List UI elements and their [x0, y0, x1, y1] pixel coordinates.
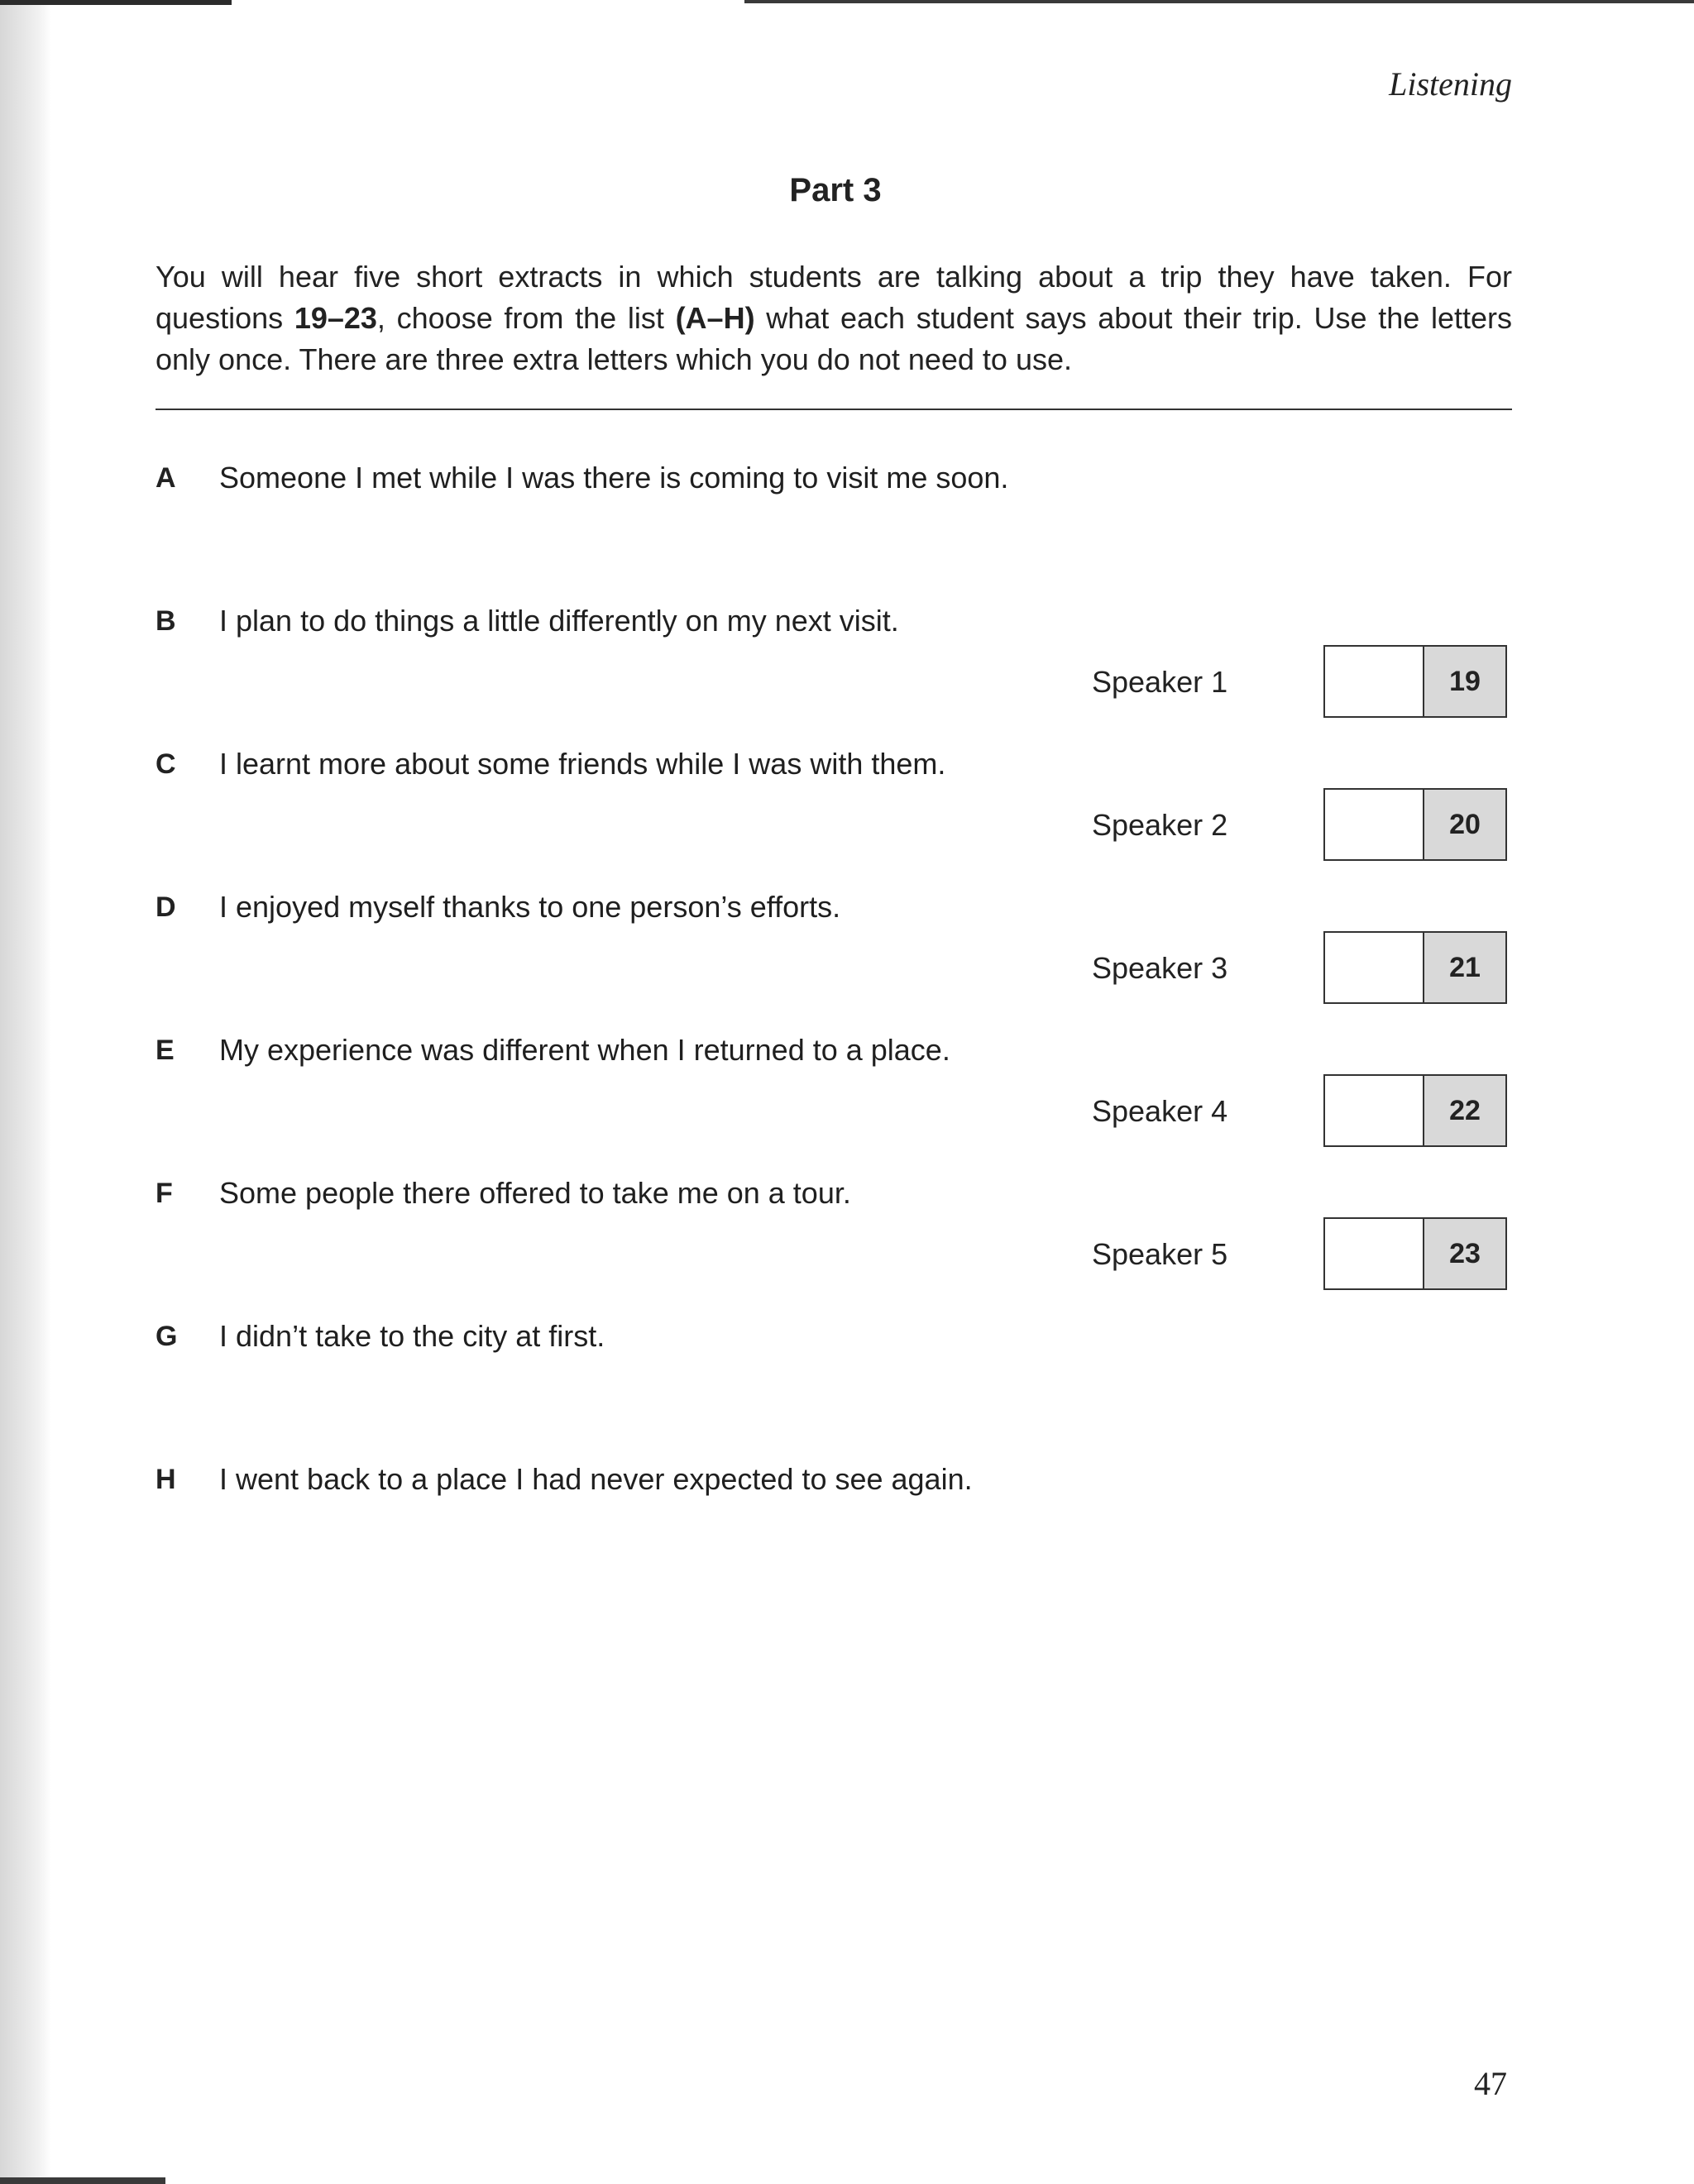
option-text: I learnt more about some friends while I was with them. [219, 747, 946, 781]
page-number: 47 [1474, 2065, 1507, 2102]
option-list [156, 453, 1065, 1598]
option-b [156, 596, 1065, 739]
speaker-row-4 [1092, 1074, 1514, 1217]
option-g [156, 1312, 1065, 1455]
speaker-label: Speaker 4 [1092, 1094, 1228, 1128]
running-head: Listening [1389, 65, 1512, 103]
question-number: 21 [1424, 933, 1505, 1002]
speaker-row-3 [1092, 931, 1514, 1074]
option-text: I enjoyed myself thanks to one person’s efforts. [219, 890, 841, 924]
option-letter: A [156, 462, 176, 494]
speaker-label: Speaker 3 [1092, 951, 1228, 985]
speaker-label: Speaker 1 [1092, 665, 1228, 699]
speaker-row-5 [1092, 1217, 1514, 1360]
page-edge-bottom [0, 2177, 165, 2184]
speaker-row-1 [1092, 645, 1514, 788]
option-text: I didn’t take to the city at first. [219, 1319, 605, 1353]
answer-box-23[interactable] [1323, 1217, 1507, 1290]
option-letter: E [156, 1035, 175, 1066]
answer-blank[interactable] [1325, 1076, 1424, 1145]
answer-blank[interactable] [1325, 933, 1424, 1002]
instructions-text-3: what each student says about their trip. Use the letters only once. There are three extra letters which you do not need to use. [156, 301, 1513, 376]
binding-shadow [0, 0, 51, 2184]
speaker-label: Speaker 5 [1092, 1237, 1228, 1271]
question-number: 20 [1424, 790, 1505, 859]
option-c [156, 739, 1065, 882]
speaker-label: Speaker 2 [1092, 808, 1228, 842]
part-title: Part 3 [789, 172, 882, 208]
option-d [156, 882, 1065, 1025]
page-edge-top [0, 0, 232, 5]
option-letter: B [156, 605, 176, 637]
answer-box-22[interactable] [1323, 1074, 1507, 1147]
answer-blank[interactable] [1325, 790, 1424, 859]
question-number: 19 [1424, 647, 1505, 716]
page-edge-rule [744, 0, 1694, 3]
answer-blank[interactable] [1325, 647, 1424, 716]
option-text: My experience was different when I returned to a place. [219, 1033, 950, 1067]
instructions-text-1: You will hear five short extracts in which students are talking about a trip they have taken. For questions [156, 260, 1512, 335]
option-letter: D [156, 891, 176, 923]
answer-box-21[interactable] [1323, 931, 1507, 1004]
option-f [156, 1168, 1065, 1312]
option-letter: C [156, 748, 176, 780]
option-e [156, 1025, 1065, 1168]
questions-range: 19–23 [294, 301, 377, 335]
option-letter: H [156, 1464, 176, 1495]
option-letter: G [156, 1321, 178, 1352]
option-letter: F [156, 1178, 173, 1209]
question-number: 23 [1424, 1219, 1505, 1288]
divider [156, 409, 1512, 410]
speaker-list [1092, 645, 1514, 1360]
instructions-text-2: , choose from the list [376, 301, 676, 335]
answer-box-20[interactable] [1323, 788, 1507, 861]
answer-box-19[interactable] [1323, 645, 1507, 718]
option-text: I plan to do things a little differently on my next visit. [219, 604, 899, 638]
answer-blank[interactable] [1325, 1219, 1424, 1288]
speaker-row-2 [1092, 788, 1514, 931]
option-a [156, 453, 1065, 596]
option-text: Some people there offered to take me on a tour. [219, 1176, 851, 1210]
option-h [156, 1455, 1065, 1598]
options-range: (A–H) [675, 301, 755, 335]
option-text: I went back to a place I had never expected to see again. [219, 1462, 973, 1496]
instructions [156, 256, 1512, 380]
option-text: Someone I met while I was there is coming to visit me soon. [219, 461, 1009, 495]
question-number: 22 [1424, 1076, 1505, 1145]
